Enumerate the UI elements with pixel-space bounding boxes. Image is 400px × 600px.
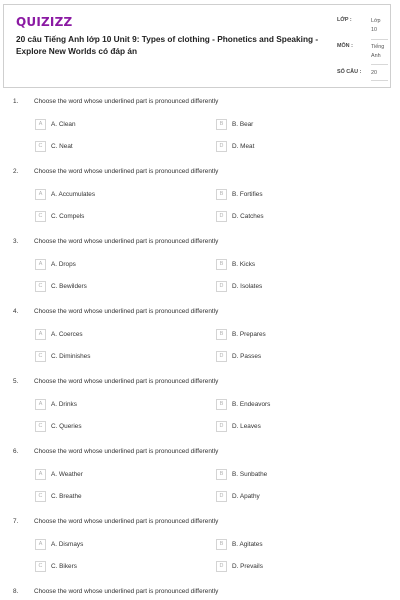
option-letter-box[interactable]: C <box>35 281 46 292</box>
option-text: A. Drinks <box>51 400 77 408</box>
question-number: 8. <box>13 588 19 595</box>
question-text: Choose the word whose underlined part is pronounced differently <box>34 308 219 315</box>
question-number: 2. <box>13 168 19 175</box>
option-letter-box[interactable]: D <box>216 211 227 222</box>
answer-option[interactable] <box>35 538 83 550</box>
meta-subject-label: MÔN : <box>337 43 353 49</box>
option-text: C. Breathe <box>51 492 82 500</box>
option-letter-box[interactable]: A <box>35 189 46 200</box>
option-text: C. Compels <box>51 212 85 220</box>
question-text: Choose the word whose underlined part is pronounced differently <box>34 588 219 595</box>
question-item <box>0 378 400 448</box>
meta-question-count-label: SỐ CÂU : <box>337 69 362 75</box>
meta-divider <box>371 80 388 81</box>
option-text: A. Accumulates <box>51 190 96 198</box>
question-item <box>0 238 400 308</box>
answer-option[interactable] <box>216 350 261 362</box>
question-item <box>0 448 400 518</box>
option-letter-box[interactable]: C <box>35 561 46 572</box>
meta-divider <box>371 39 388 40</box>
meta-subject <box>337 43 387 61</box>
answer-option[interactable] <box>35 140 73 152</box>
answer-option[interactable] <box>216 328 266 340</box>
meta-divider <box>371 64 388 65</box>
option-letter-box[interactable]: D <box>216 561 227 572</box>
option-letter-box[interactable]: D <box>216 141 227 152</box>
meta-grade-label: LỚP : <box>337 17 352 23</box>
answer-option[interactable] <box>216 420 261 432</box>
option-text: B. Bear <box>232 120 254 128</box>
answer-option[interactable] <box>35 258 76 270</box>
answer-option[interactable] <box>35 490 82 502</box>
answer-option[interactable] <box>35 420 82 432</box>
meta-question-count-value: 20 <box>371 70 377 76</box>
answer-option[interactable] <box>35 328 83 340</box>
option-text: D. Prevails <box>232 562 263 570</box>
option-text: B. Sunbathe <box>232 470 268 478</box>
option-letter-box[interactable]: B <box>216 399 227 410</box>
question-number: 1. <box>13 98 19 105</box>
option-letter-box[interactable]: B <box>216 189 227 200</box>
option-text: C. Neat <box>51 142 73 150</box>
meta-grade-value: Lớp 10 <box>371 18 381 33</box>
option-letter-box[interactable]: D <box>216 281 227 292</box>
question-text: Choose the word whose underlined part is pronounced differently <box>34 98 219 105</box>
answer-option[interactable] <box>216 468 267 480</box>
option-letter-box[interactable]: B <box>216 539 227 550</box>
question-item <box>0 518 400 588</box>
option-letter-box[interactable]: C <box>35 421 46 432</box>
worksheet-title: 20 câu Tiếng Anh lớp 10 Unit 9: Types of clothing - Phonetics and Speaking - Explore New Worlds có đáp án <box>16 34 319 56</box>
worksheet-header <box>3 4 391 88</box>
option-text: D. Meat <box>232 142 255 150</box>
answer-option[interactable] <box>216 280 262 292</box>
answer-option[interactable] <box>216 210 264 222</box>
answer-option[interactable] <box>216 118 253 130</box>
answer-option[interactable] <box>35 468 83 480</box>
option-text: C. Bikers <box>51 562 77 570</box>
option-text: A. Weather <box>51 470 83 478</box>
question-item <box>0 168 400 238</box>
option-letter-box[interactable]: B <box>216 259 227 270</box>
question-text: Choose the word whose underlined part is pronounced differently <box>34 238 219 245</box>
option-text: A. Coerces <box>51 330 83 338</box>
quizizz-logo[interactable]: QUIZIZZ <box>16 15 73 29</box>
question-text: Choose the word whose underlined part is pronounced differently <box>34 378 219 385</box>
option-letter-box[interactable]: C <box>35 141 46 152</box>
question-number: 4. <box>13 308 19 315</box>
question-item <box>0 308 400 378</box>
answer-option[interactable] <box>35 398 77 410</box>
option-text: D. Catches <box>232 212 264 220</box>
option-letter-box[interactable]: C <box>35 211 46 222</box>
option-text: D. Passes <box>232 352 262 360</box>
option-letter-box[interactable]: D <box>216 351 227 362</box>
answer-option[interactable] <box>35 210 84 222</box>
answer-option[interactable] <box>216 560 263 572</box>
question-item <box>0 588 400 600</box>
question-text: Choose the word whose underlined part is pronounced differently <box>34 168 219 175</box>
answer-option[interactable] <box>35 560 77 572</box>
option-text: B. Prepares <box>232 330 266 338</box>
option-letter-box[interactable]: A <box>35 119 46 130</box>
option-letter-box[interactable]: A <box>35 259 46 270</box>
answer-option[interactable] <box>216 538 263 550</box>
question-item <box>0 98 400 168</box>
answer-option[interactable] <box>35 350 90 362</box>
option-letter-box[interactable]: A <box>35 469 46 480</box>
option-letter-box[interactable]: D <box>216 491 227 502</box>
answer-option[interactable] <box>216 398 270 410</box>
answer-option[interactable] <box>35 118 76 130</box>
option-letter-box[interactable]: A <box>35 329 46 340</box>
option-letter-box[interactable]: B <box>216 119 227 130</box>
answer-option[interactable] <box>35 188 95 200</box>
question-text: Choose the word whose underlined part is pronounced differently <box>34 448 219 455</box>
option-letter-box[interactable]: A <box>35 539 46 550</box>
meta-question-count <box>337 69 387 78</box>
question-number: 5. <box>13 378 19 385</box>
option-text: C. Bewilders <box>51 282 87 290</box>
answer-option[interactable] <box>216 140 254 152</box>
option-letter-box[interactable]: D <box>216 421 227 432</box>
option-text: B. Fortifies <box>232 190 263 198</box>
option-letter-box[interactable]: B <box>216 329 227 340</box>
question-number: 6. <box>13 448 19 455</box>
answer-option[interactable] <box>35 280 87 292</box>
option-text: A. Drops <box>51 260 76 268</box>
option-text: D. Isolates <box>232 282 263 290</box>
option-text: D. Apathy <box>232 492 260 500</box>
question-number: 7. <box>13 518 19 525</box>
answer-option[interactable] <box>216 258 255 270</box>
option-letter-box[interactable]: B <box>216 469 227 480</box>
answer-option[interactable] <box>216 490 260 502</box>
option-text: B. Kicks <box>232 260 256 268</box>
answer-option[interactable] <box>216 188 263 200</box>
option-text: B. Endeavors <box>232 400 271 408</box>
option-text: C. Diminishes <box>51 352 91 360</box>
option-letter-box[interactable]: A <box>35 399 46 410</box>
option-letter-box[interactable]: C <box>35 351 46 362</box>
meta-subject-value: Tiếng Anh <box>371 44 385 59</box>
meta-grade <box>337 17 387 35</box>
option-text: C. Queries <box>51 422 82 430</box>
option-text: B. Agitates <box>232 540 263 548</box>
option-letter-box[interactable]: C <box>35 491 46 502</box>
option-text: A. Clean <box>51 120 76 128</box>
option-text: D. Leaves <box>232 422 261 430</box>
question-number: 3. <box>13 238 19 245</box>
option-text: A. Dismays <box>51 540 84 548</box>
question-text: Choose the word whose underlined part is pronounced differently <box>34 518 219 525</box>
